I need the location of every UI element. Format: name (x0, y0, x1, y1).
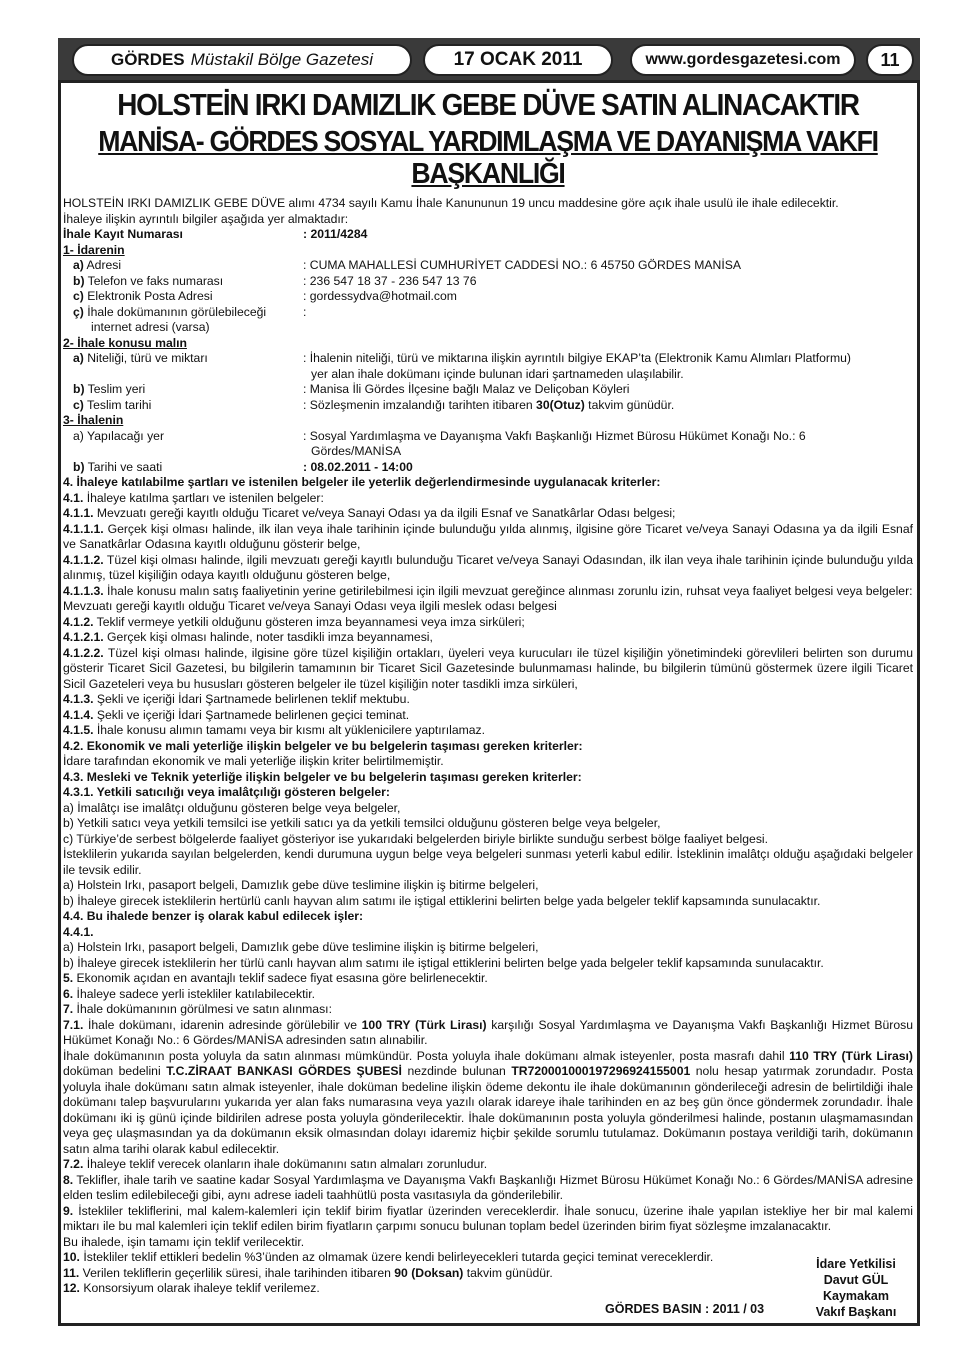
clause: 10. İstekliler teklif ettikleri bedelin %3’ünden az olmamak üzere kendi belirleyecekleri tutarda geçici teminat vereceklerdir. (63, 1250, 714, 1264)
website-link[interactable]: www.gordesgazetesi.com (645, 51, 841, 68)
clause: İdare tarafından ekonomik ve mali yeterliğe ilişkin kriter belirtilmemiştir. (63, 754, 444, 768)
field-row: a) Yapılacağı yer : Sosyal Yardımlaşma ve Dayanışma Vakfı Başkanlığı Hizmet Bürosu Hükümet Konağı No.: 6 Gördes/MANİSA (73, 428, 806, 458)
clause: 7.2. İhaleye teklif verecek olanların ihale dokümanını satın almaları zorunludur. (63, 1157, 488, 1171)
intro-paragraph: HOLSTEİN IRKI DAMIZLIK GEBE DÜVE alımı 4734 sayılı Kamu İhale Kanununun 19 uncu maddesine göre açık ihale usulü ile ihale edilecektir. (63, 196, 839, 210)
section-heading: 3- İhalenin (63, 413, 124, 427)
clause: b) İhaleye girecek isteklilerin her türlü canlı hayvan alım satımı ile iştigal ettiklerini belirten belge yada belgeler teklif kapsamında sunulacaktır. (63, 955, 824, 970)
clause: 4.1.2.2. Tüzel kişi olması halinde, ilgisine göre tüzel kişiliğin ortakları, üyeleri veya kurucuları ile tüzel kişiliğin yönetimindeki görevlileri belirten son durumu gösterir Ticaret Sicil Gazetesi, bu bilgilerin tamamının bir Ticaret Sicil Gazetesinde bulunmaması halinde, bu bilgilerin tümünü göstermek üzere ilgili Ticaret Sicil Gazeteleri veya bu hususları gösteren belgeler ile tüzel kişiliğin noter tasdikli imza sirküleri, (63, 645, 913, 691)
field-row: a) Adresi : CUMA MAHALLESİ CUMHURİYET CADDESİ NO.: 6 45750 GÖRDES MANİSA (73, 258, 741, 272)
page-number-pill (866, 44, 914, 76)
field-row: b) Tarihi ve saati : 08.02.2011 - 14:00 (73, 459, 413, 474)
clause: İhale dokümanının posta yoluyla da satın alınması mümkündür. Posta yoluyla ihale dokümanı almak isteyenler, posta masrafı dahil 110 TRY (Türk Lirası) doküman bedelini T.C.ZİRAAT BANKASI GÖRDES ŞUBESİ nezdinde bulunan TR720001000197296924155001 nolu hesap yatırmak zorundadır. Posta yoluyla ihale dokümanı satın almak isteyenler, ihale doküman bedeline ilişkin ödeme dekontu ile ihale dokümanının gönderileceği adresin de belirtildiği ihale dokümanı talep başvurularını yukarıda yer alan faks numarasına veya yazılı olarak idareye ihale tarihinden en az beş gün önce göndermek zorundadır. İhale dokümanı iki iş günü içinde bildirilen adrese posta yoluyla gönderilecektir. İhale dokümanının posta yoluyla gönderilmesi halinde, postanın ulaşmamasından veya geç ulaşmasından ya da dokümanın eksik olmasından dolayı idaremiz hiçbir şekilde sorumlu tutulamaz. Dokümanın postaya verildiği tarih, dokümanın satın alma tarihi olarak kabul edilecektir. (63, 1048, 913, 1156)
clause: 4.1.3. Şekli ve içeriği İdari Şartnamede belirlenen teklif mektubu. (63, 692, 410, 706)
page-number: 11 (880, 49, 900, 70)
clause: 7.1. İhale dokümanı, idarenin adresinde görülebilir ve 100 TRY (Türk Lirası) karşılığı Sosyal Yardımlaşma ve Dayanışma Vakfı Başkanlığı Hizmet Bürosu Hükümet Konağı No.: 6 Gördes/MANİSA adresinden satın alınabilir. (63, 1017, 913, 1047)
date-pill (423, 44, 613, 76)
clause: 8. Teklifler, ihale tarih ve saatine kadar Sosyal Yardımlaşma ve Dayanışma Vakfı Başkanlığı Hizmet Bürosu Hükümet Konağı No.: 6 Gördes/MANİSA adresine elden teslim edilebileceği gibi, aynı adrese iadeli taahhütlü posta vasıtasıyla da gönderilebilir. (63, 1172, 913, 1202)
clause: a) Holstein Irkı, pasaport belgeli, Damızlık gebe düve teslimine ilişkin iş bitirme belgeleri, (63, 940, 539, 954)
section-heading: 2- İhale konusu malın (63, 335, 187, 350)
clause: 7. İhale dokümanının görülmesi ve satın alınması: (63, 1002, 332, 1016)
clause-heading: 4.3. Mesleki ve Teknik yeterliğe ilişkin belgeler ve bu belgelerin taşıması gereken kriterler: (63, 769, 582, 784)
clause: İsteklilerin yukarıda sayılan belgelerden, kendi durumuna uygun belge veya belgeleri sunması yeterli kabul edilir. İsteklinin imalâtçı olduğu aşağıdaki belgeler ile tevsik edilir. (63, 847, 913, 877)
website-pill (630, 44, 856, 76)
clause: 4.1.1.3. İhale konusu malın satış faaliyetinin yerine getirilebilmesi için ilgili mevzuat gereğince alınması zorunlu izin, ruhsat veya faaliyet belgesi veya belgeler: (63, 583, 913, 598)
signature-line: Kaymakam (822, 1289, 889, 1303)
section-heading: 1- İdarenin (63, 242, 125, 257)
clause: 11. Verilen tekliflerin geçerlilik süresi, ihale tarihinden itibaren 90 (Doksan) takvim günüdür. (63, 1265, 553, 1280)
paper-name-pill (72, 44, 412, 76)
signature-line: İdare Yetkilisi (816, 1257, 896, 1271)
clause-heading: 4. İhaleye katılabilme şartları ve istenilen belgeler ile yeterlik değerlendirmesinde uygulanacak kriterler: (63, 475, 661, 489)
clause: 12. Konsorsiyum olarak ihaleye teklif verilemez. (63, 1281, 320, 1295)
signature-line: Davut GÜL (823, 1273, 889, 1287)
article-subtitle: MANİSA- GÖRDES SOSYAL YARDIMLAŞMA VE DAYANIŞMA VAKFI BAŞKANLIĞI (98, 126, 878, 190)
clause: a) İmalâtçı ise imalâtçı olduğunu gösteren belge veya belgeler, (63, 800, 401, 815)
tender-number-row: İhale Kayıt Numarası : 2011/4284 (63, 227, 368, 241)
article-title: HOLSTEİN IRKI DAMIZLIK GEBE DÜVE SATIN ALINACAKTIR (117, 87, 859, 122)
clause: Mevzuatı gereği kayıtlı olduğu Ticaret ve/veya Sanayi Odası veya ilgili meslek odası belgesi (63, 599, 557, 613)
field-row: c) Elektronik Posta Adresi : gordessydva@hotmail.com (73, 289, 457, 303)
intro-paragraph: İhaleye ilişkin ayrıntılı bilgiler aşağıda yer almaktadır: (63, 211, 349, 226)
issue-date: 17 OCAK 2011 (453, 49, 583, 70)
signature-block (796, 1256, 916, 1320)
clause: 4.1.2.1. Gerçek kişi olması halinde, noter tasdikli imza beyannamesi, (63, 630, 433, 644)
clause: 5. Ekonomik açıdan en avantajlı teklif sadece fiyat esasına göre belirlenecektir. (63, 971, 488, 985)
field-row: b) Teslim yeri : Manisa İli Gördes İlçesine bağlı Malaz ve Deliçoban Köyleri (73, 382, 630, 396)
article-body (63, 86, 913, 1297)
clause: a) Holstein Irkı, pasaport belgeli, Damızlık gebe düve teslimine ilişkin iş bitirme belgeleri, (63, 878, 539, 892)
clause: b) Yetkili satıcı veya yetkili temsilci ise yetkili satıcı ya da yetkili temsilci olduğunu gösteren belge veya belgeler, (63, 816, 661, 830)
clause: 6. İhaleye sadece yerli istekliler katılabilecektir. (63, 986, 315, 1001)
clause-heading: 4.4. Bu ihalede benzer iş olarak kabul edilecek işler: (63, 909, 364, 923)
signature-line: Vakıf Başkanı (815, 1305, 897, 1319)
field-row: ç) İhale dokümanının görülebileceği internet adresi (varsa) : (73, 304, 307, 334)
clause: Bu ihalede, işin tamamı için teklif verilecektir. (63, 1234, 305, 1249)
clause: 4.1.5. İhale konusu alımın tamamı veya bir kısmı alt yüklenicilere yaptırılamaz. (63, 723, 486, 737)
clause: c) Türkiye’de serbest bölgelerde faaliyet gösteriyor ise yukarıdaki belgelerden biriyle birlikte sunduğu serbest bölge faaliyet belgesi. (63, 831, 769, 846)
clause: 4.1.1.1. Gerçek kişi olması halinde, ilk ilan veya ihale tarihinin içinde bulunduğu yılda alınmış, ilgisine göre Ticaret ve/veya Sanayi Odasına ya da ilgili Esnaf ve Sanatkârlar Odasına kayıtlı olduğunu gösterir belge, (63, 521, 913, 551)
clause: 4.1.1.2. Tüzel kişi olması halinde, ilgili mevzuatı gereği kayıtlı bulunduğu Ticaret ve/veya Sanayi Odasından, ilk ilan veya ihale tarihinin içinde bulunduğu yılda alınmış, tüzel kişiliğin odaya kayıtlı olduğunu gösteren belge, (63, 552, 913, 582)
press-code: GÖRDES BASIN : 2011 / 03 (605, 1302, 765, 1316)
field-row: c) Teslim tarihi : Sözleşmenin imzalandığı tarihten itibaren 30(Otuz) takvim günüdür. (73, 397, 675, 412)
clause: 4.1.4. Şekli ve içeriği İdari Şartnamede belirlenen geçici teminat. (63, 707, 410, 722)
clause: 9. İstekliler tekliflerini, mal kalem-kalemleri için teklif birim fiyatlar üzerinden vereceklerdir. İhale sonucu, üzerine ihale yapılan istekliye her bir mal kalemi miktarı ile bu mal kalemleri için teklif edilen birim fiyatların çarpımı sonucu bulunan toplam bedel üzerinden birim fiyat sözleşme imzalanacaktır. (63, 1203, 913, 1233)
field-row: a) Niteliği, türü ve miktarı : İhalenin niteliği, türü ve miktarına ilişkin ayrıntılı bilgiye EKAP’ta (Elektronik Kamu Alımları Platformu) yer alan ihale dokümanı içinde bulunan idari şartnameden ulaşılabilir. (73, 351, 851, 381)
clause-heading: 4.4.1. (63, 924, 94, 939)
clause: 4.1.2. Teklif vermeye yetkili olduğunu gösteren imza beyannamesi veya imza sirküleri; (63, 614, 525, 629)
clause: 4.1.1. Mevzuatı gereği kayıtlı olduğu Ticaret ve/veya Sanayi Odası ya da ilgili Esnaf ve Sanatkârlar Odası belgesi; (63, 506, 676, 520)
paper-name: GÖRDES (110, 50, 185, 69)
clause-heading: 4.3.1. Yetkili satıcılığı veya imalâtçılığı gösteren belgeler: (63, 785, 390, 799)
clause-heading: 4.2. Ekonomik ve mali yeterliğe ilişkin belgeler ve bu belgelerin taşıması gereken kriterler: (63, 738, 583, 753)
paper-subtitle: Müstakil Bölge Gazetesi (190, 50, 374, 69)
field-row: b) Telefon ve faks numarası : 236 547 18 37 - 236 547 13 76 (73, 273, 477, 288)
clause: 4.1. İhaleye katılma şartları ve istenilen belgeler: (63, 490, 324, 505)
clause: b) İhaleye girecek isteklilerin hertürlü canlı hayvan alım satımı ile iştigal ettiklerini belirten belge yada belgeler teklif kapsamında sunulacaktır. (63, 893, 821, 908)
